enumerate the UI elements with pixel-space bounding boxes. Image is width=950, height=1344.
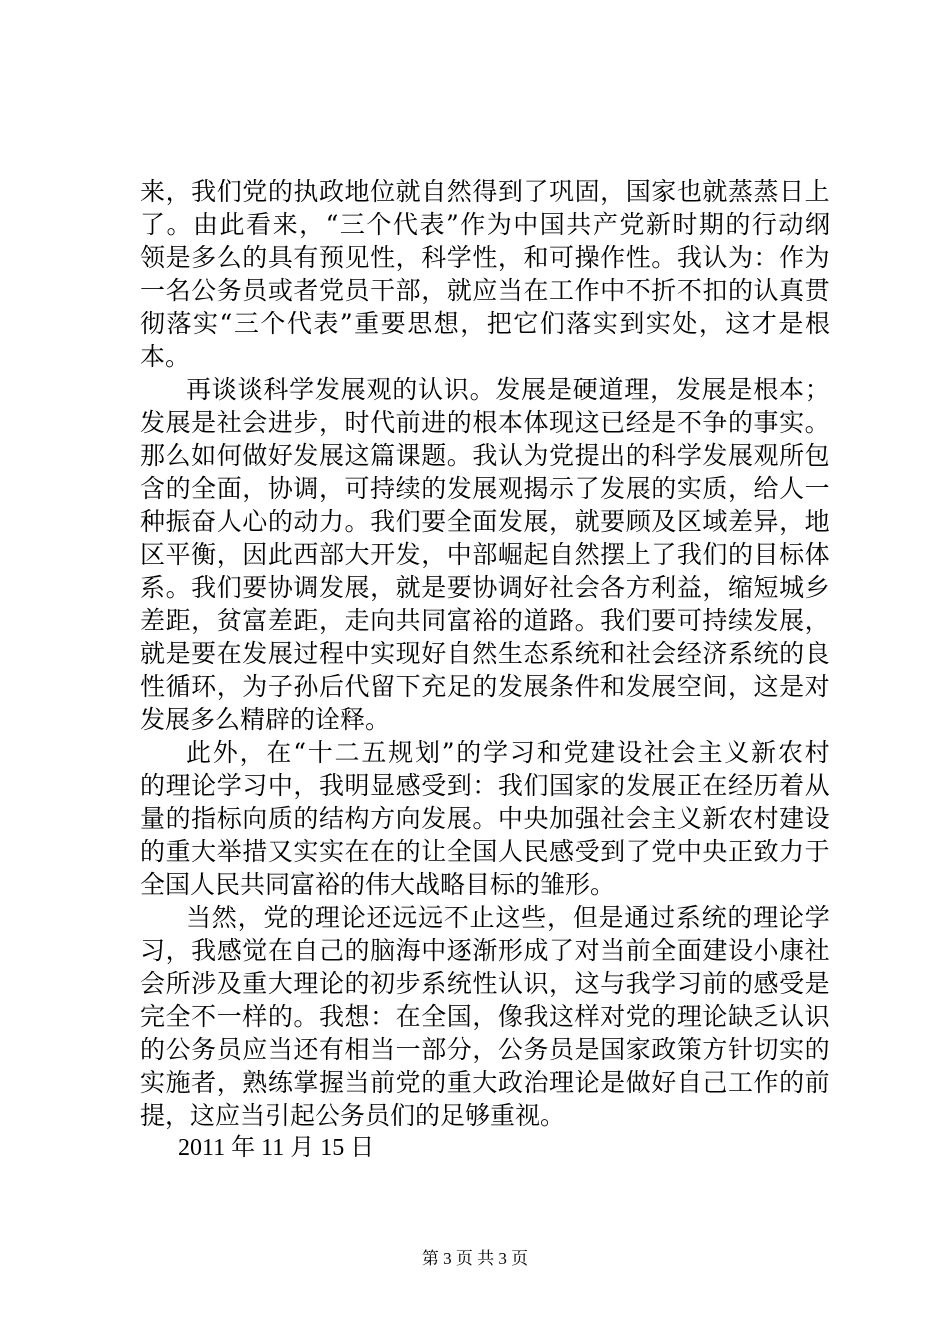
text-line: 习 ， 我 感 觉 在 自 己 的 脑 海 中 逐 渐 形 成 了 对 当 前 全 面 建 设 小 康 社: [140, 936, 830, 965]
text-line: 区 平 衡 ， 因 此 西 部 大 开 发 ， 中 部 崛 起 自 然 摆 上 了 我 们 的 目 标 体: [140, 540, 830, 569]
text-line: 提，这应当引起公务员们的足够重视。: [140, 1101, 566, 1130]
paragraph: [140, 175, 830, 373]
paragraph: [140, 901, 830, 1132]
text-line: 完 全 不 一 样 的 。 我 想 ： 在 全 国 ， 像 我 这 样 对 党 的 理 论 缺 乏 认 识: [140, 1002, 830, 1031]
text-line: 彻 落 实 “ 三 个 代 表 ” 重 要 思 想 ， 把 它 们 落 实 到 实 处 ， 这 才 是 根: [140, 309, 830, 338]
page-footer: 第 3 页 共 3 页: [421, 1249, 529, 1268]
text-line: 就 是 要 在 发 展 过 程 中 实 现 好 自 然 生 态 系 统 和 社 会 经 济 系 统 的 良: [140, 639, 830, 668]
text-line: 本。: [140, 342, 191, 371]
text-line: 当 然 ， 党 的 理 论 还 远 远 不 止 这 些 ， 但 是 通 过 系 统 的 理 论 学: [186, 903, 830, 932]
text-line: 发展多么精辟的诠释。: [140, 705, 391, 734]
text-line: 会 所 涉 及 重 大 理 论 的 初 步 系 统 性 认 识 ， 这 与 我 学 习 前 的 感 受 是: [140, 969, 830, 998]
text-line: 量 的 指 标 向 质 的 结 构 方 向 发 展 。 中 央 加 强 社 会 主 义 新 农 村 建 设: [140, 804, 830, 833]
text-line: 发 展 是 社 会 进 步 ， 时 代 前 进 的 根 本 体 现 这 已 经 是 不 争 的 事 实 。: [140, 408, 830, 437]
text-line: 全国人民共同富裕的伟大战略目标的雏形。: [140, 870, 616, 899]
text-line: 的 重 大 举 措 又 实 实 在 在 的 让 全 国 人 民 感 受 到 了 党 中 央 正 致 力 于: [140, 837, 830, 866]
text-line: 含 的 全 面 ， 协 调 ， 可 持 续 的 发 展 观 揭 示 了 发 展 的 实 质 ， 给 人 一: [140, 474, 830, 503]
text-line: 一 名 公 务 员 或 者 党 员 干 部 ， 就 应 当 在 工 作 中 不 折 不 扣 的 认 真 贯: [140, 276, 830, 305]
text-line: 那 么 如 何 做 好 发 展 这 篇 课 题 。 我 认 为 党 提 出 的 科 学 发 展 观 所 包: [140, 441, 830, 470]
document-body: [140, 175, 830, 1132]
text-line: 领 是 多 么 的 具 有 预 见 性 ， 科 学 性 ， 和 可 操 作 性 。 我 认 为 ： 作 为: [140, 243, 830, 272]
text-line: 的 理 论 学 习 中 ， 我 明 显 感 受 到 ： 我 们 国 家 的 发 展 正 在 经 历 着 从: [140, 771, 830, 800]
text-line: 性 循 环 ， 为 子 孙 后 代 留 下 充 足 的 发 展 条 件 和 发 展 空 间 ， 这 是 对: [140, 672, 830, 701]
text-line: 差 距 ， 贫 富 差 距 ， 走 向 共 同 富 裕 的 道 路 。 我 们 要 可 持 续 发 展 ，: [140, 606, 830, 635]
paragraph: [140, 373, 830, 736]
text-line: 种 振 奋 人 心 的 动 力 。 我 们 要 全 面 发 展 ， 就 要 顾 及 区 域 差 异 ， 地: [140, 507, 830, 536]
text-line: 实 施 者 ， 熟 练 掌 握 当 前 党 的 重 大 政 治 理 论 是 做 好 自 己 工 作 的 前: [140, 1068, 830, 1097]
text-line: 再 谈 谈 科 学 发 展 观 的 认 识 。 发 展 是 硬 道 理 ， 发 展 是 根 本 ；: [186, 375, 830, 404]
paragraph: [140, 736, 830, 901]
text-line: 此 外 ， 在 “ 十 二 五 规 划 ” 的 学 习 和 党 建 设 社 会 主 义 新 农 村: [186, 738, 830, 767]
text-line: 了 。 由 此 看 来 ， “ 三 个 代 表 ” 作 为 中 国 共 产 党 新 时 期 的 行 动 纲: [140, 210, 830, 239]
document-date: 2011 年 11 月 15 日: [178, 1135, 375, 1161]
text-line: 系 。 我 们 要 协 调 发 展 ， 就 是 要 协 调 好 社 会 各 方 利 益 ， 缩 短 城 乡: [140, 573, 830, 602]
text-line: 的 公 务 员 应 当 还 有 相 当 一 部 分 ， 公 务 员 是 国 家 政 策 方 针 切 实 的: [140, 1035, 830, 1064]
text-line: 来 ， 我 们 党 的 执 政 地 位 就 自 然 得 到 了 巩 固 ， 国 家 也 就 蒸 蒸 日 上: [140, 177, 830, 206]
